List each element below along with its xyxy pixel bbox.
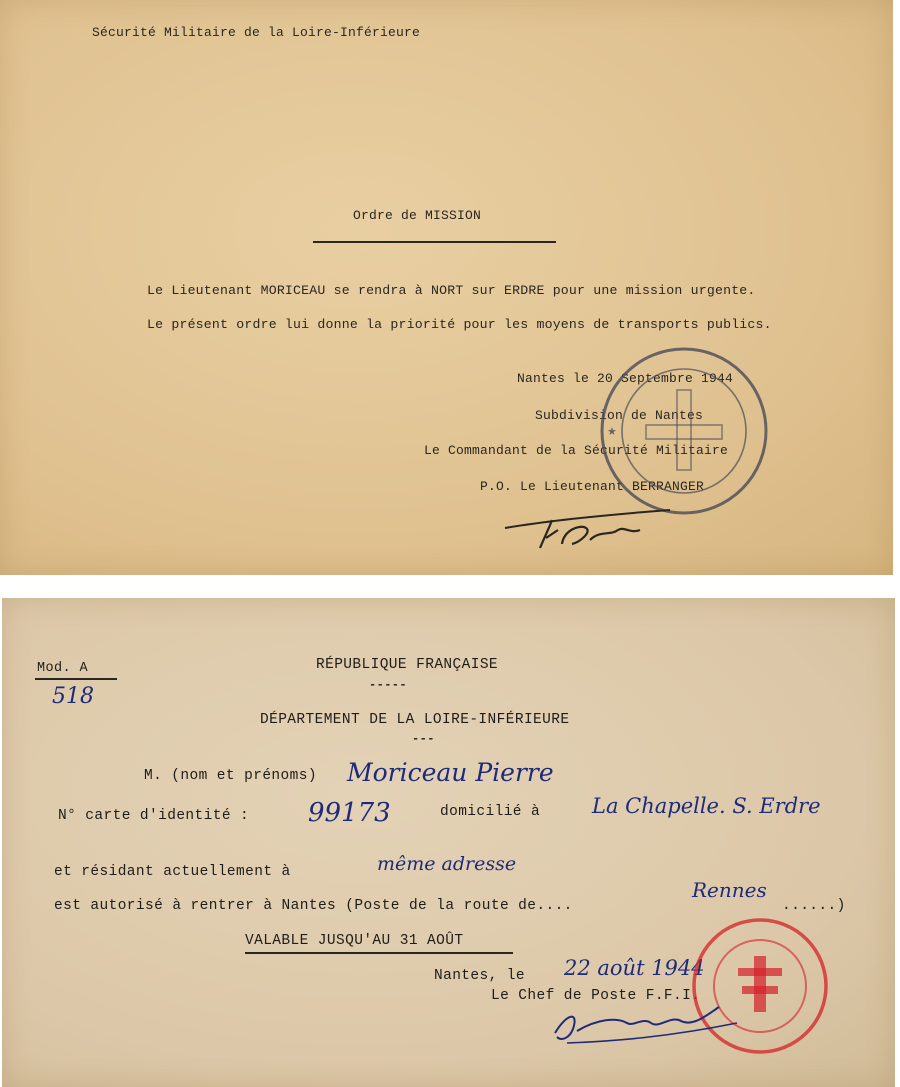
doc2-name-label: M. (nom et prénoms) [144,768,317,784]
doc2-chief: Le Chef de Poste F.F.I. [491,988,701,1004]
doc2-dash2: --- [412,732,435,746]
doc2-validity: VALABLE JUSQU'AU 31 AOÛT [245,933,464,949]
doc1-title: Ordre de MISSION [353,208,482,223]
doc2-resident-label: et résidant actuellement à [54,864,291,880]
doc2-validity-underline [245,952,513,954]
doc2-id-value: 99173 [308,798,391,828]
doc2-mod-number: 518 [52,684,94,709]
doc2-authorized-suffix: ......) [782,898,846,914]
security-stamp [598,345,772,517]
doc1-commandant: Le Commandant de la Sécurité Militaire [424,443,729,458]
doc2-place-date-value: 22 août 1944 [564,956,705,980]
doc2-republic: RÉPUBLIQUE FRANÇAISE [316,657,499,673]
doc1-header: Sécurité Militaire de la Loire-Inférieure [92,25,421,40]
doc2-signature [547,993,747,1053]
doc2-id-label: N° carte d'identité : [58,808,250,824]
doc2-dash1: ----- [369,678,408,692]
doc2-authorized-value: Rennes [692,878,767,902]
doc2-resident-value: même adresse [377,853,517,875]
doc1-subdivision: Subdivision de Nantes [535,408,704,423]
doc1-po-lieutenant: P.O. Le Lieutenant BERRANGER [480,479,705,494]
doc1-body-line2: Le présent ordre lui donne la priorité pour les moyens de transports publics. [147,317,772,332]
svg-text:★: ★ [607,425,617,438]
doc1-place-date: Nantes le 20 Septembre 1944 [517,371,734,386]
doc1-signature [500,500,680,555]
pass-document [2,598,895,1087]
doc2-mod-underline [35,678,117,680]
doc2-authorized-prefix: est autorisé à rentrer à Nantes (Poste de la route de.... [54,898,573,914]
doc2-name-value: Moriceau Pierre [347,758,554,787]
doc2-mod: Mod. A [37,661,89,676]
doc2-domicile-label: domicilié à [440,804,541,820]
doc2-place-date-label: Nantes, le [434,968,526,984]
doc2-department: DÉPARTEMENT DE LA LOIRE-INFÉRIEURE [260,712,570,728]
doc1-title-underline [313,241,556,243]
doc2-domicile-value: La Chapelle. S. Erdre [592,794,821,818]
doc1-body-line1: Le Lieutenant MORICEAU se rendra à NORT sur ERDRE pour une mission urgente. [147,283,756,298]
